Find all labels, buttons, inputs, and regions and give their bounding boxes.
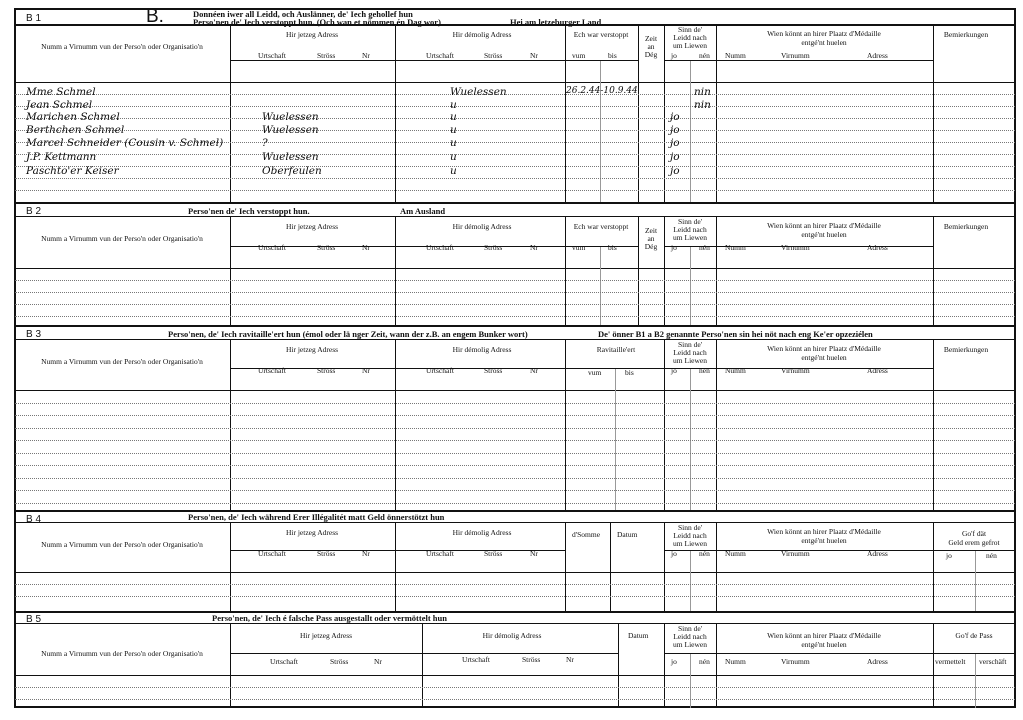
- b3-no-header: nén: [699, 366, 710, 375]
- dotted-line: [15, 415, 1015, 416]
- b2-medal-line1: Wien könnt an hirer Plaatz d'Médaille: [767, 221, 881, 230]
- row-old-addr: u: [450, 111, 457, 123]
- column-divider: [690, 60, 691, 202]
- b1-alive-line2: Leidd nach: [673, 33, 707, 42]
- b1-ortschaft-header: Urtschaft: [258, 51, 286, 60]
- row-current-addr: Wuelessen: [262, 111, 319, 123]
- b3-note: De' önner B1 a B2 genannte Perso'nen sin hei nöt nach eng Ke'er opzeziélen: [598, 329, 873, 339]
- b1-alive-line3: um Liewen: [673, 41, 707, 50]
- rule: [664, 246, 716, 247]
- b1-time-line3: Dég: [644, 50, 658, 59]
- column-divider: [716, 623, 717, 708]
- row-old-addr: u: [450, 151, 457, 163]
- rule: [230, 60, 395, 61]
- column-divider: [933, 216, 934, 325]
- rule: [933, 550, 1015, 551]
- rule: [395, 550, 565, 551]
- b3-title: Perso'nen, de' Iech ravitaille'ert hun (émol oder lä nger Zeit, wann der z.B. an engem Bunker wort): [168, 329, 528, 339]
- b5-nr-header: Nr: [374, 657, 382, 666]
- rule: [395, 246, 565, 247]
- column-divider: [975, 550, 976, 611]
- b5-no-header: nén: [699, 657, 710, 666]
- b4-top-rule: [15, 510, 1015, 512]
- row-alive-no: nin: [694, 86, 711, 98]
- dotted-line: [15, 503, 1015, 504]
- row-name: Mme Schmel: [26, 86, 96, 98]
- b5-medal-name: Numm: [725, 657, 746, 666]
- b5-medal-address: Adress: [867, 657, 888, 666]
- rule: [15, 339, 1015, 340]
- rule: [395, 368, 565, 369]
- row-name: Jean Schmel: [26, 99, 93, 111]
- b1-old-addr-header: Hir démolig Adress: [452, 30, 512, 39]
- column-divider: [615, 368, 616, 510]
- b3-remarks-header: Bemierkungen: [943, 345, 989, 354]
- rule: [15, 522, 1015, 523]
- b5-title: Perso'nen, de' Iech é falsche Pass ausgestallt oder vermöttelt hun: [212, 613, 447, 623]
- dotted-line: [15, 403, 1015, 404]
- b4-alive-line1: Sinn de': [677, 523, 703, 532]
- b1-label: B 1: [26, 13, 42, 24]
- dotted-line: [15, 453, 1015, 454]
- rule: [15, 82, 1015, 83]
- rule: [565, 368, 664, 369]
- b5-alive-line3: um Liewen: [673, 640, 707, 649]
- row-name: J.P. Kettmann: [26, 151, 97, 163]
- b4-old-ortschaft-header: Urtschaft: [426, 549, 454, 558]
- b5-current-addr-header: Hir jetzeg Adress: [299, 631, 353, 640]
- dotted-line: [15, 687, 1015, 688]
- column-divider: [600, 246, 601, 325]
- b2-medal-firstname: Virnumm: [781, 243, 810, 252]
- b4-medal-line1: Wien könnt an hirer Plaatz d'Médaille: [767, 527, 881, 536]
- b2-title: Perso'nen de' Iech verstoppt hun.: [188, 206, 310, 216]
- b5-top-rule: [15, 611, 1015, 613]
- row-old-addr: u: [450, 137, 457, 149]
- b4-gave-line1: Go'f dät: [961, 529, 987, 538]
- b5-ortschaft-header: Urtschaft: [270, 657, 298, 666]
- column-divider: [395, 216, 396, 325]
- b5-old-addr-header: Hir démolig Adress: [482, 631, 542, 640]
- dotted-line: [15, 280, 1015, 281]
- b4-yes-header: jo: [671, 549, 677, 558]
- rule: [422, 653, 618, 654]
- b1-no-header: nén: [699, 51, 710, 60]
- column-divider: [230, 623, 231, 708]
- rule: [15, 390, 1015, 391]
- dotted-line: [15, 166, 1015, 167]
- b3-old-street-header: Ströss: [484, 366, 503, 375]
- b3-top-rule: [15, 325, 1015, 327]
- b1-title-line2: Perso'nen de' Iech verstoppt hun. (Och wan et nömmen én Dag wor): [193, 17, 441, 27]
- row-current-addr: Wuelessen: [262, 124, 319, 136]
- b5-date-header: Datum: [628, 631, 649, 640]
- column-divider: [933, 623, 934, 708]
- b2-ortschaft-header: Urtschaft: [258, 243, 286, 252]
- b2-medal-address: Adress: [867, 243, 888, 252]
- column-divider: [565, 216, 566, 325]
- b4-medal-firstname: Virnumm: [781, 549, 810, 558]
- b3-medal-name: Numm: [725, 366, 746, 375]
- column-divider: [230, 522, 231, 611]
- row-alive-yes: jo: [670, 137, 680, 149]
- b4-gave-line2: Geld erem gefrot: [948, 538, 1000, 547]
- rule: [15, 623, 1015, 624]
- column-divider: [610, 522, 611, 611]
- b3-from-header: vum: [588, 368, 602, 377]
- b2-old-nr-header: Nr: [530, 243, 538, 252]
- rule: [230, 653, 422, 654]
- b3-alive-line2: Leidd nach: [673, 348, 707, 357]
- b1-medal-name: Numm: [725, 51, 746, 60]
- rule: [664, 60, 716, 61]
- b4-old-street-header: Ströss: [484, 549, 503, 558]
- b1-to-header: bis: [608, 51, 617, 60]
- rule: [15, 675, 1015, 676]
- rule: [565, 246, 638, 247]
- b3-to-header: bis: [625, 368, 634, 377]
- b4-medal-line2: entgé'nt huelen: [801, 536, 847, 545]
- b3-alive-line1: Sinn de': [677, 340, 703, 349]
- b2-title-suffix: Am Ausland: [400, 206, 446, 216]
- b2-name-col-header: Numm a Virnumm vun der Perso'n oder Organisatio'n: [41, 234, 203, 243]
- b3-label: B 3: [26, 329, 42, 340]
- b5-old-nr-header: Nr: [566, 655, 574, 664]
- b2-label: B 2: [26, 206, 42, 217]
- b1-letter: B.: [146, 6, 164, 27]
- dotted-line: [15, 130, 1015, 131]
- b2-medal-line2: entgé'nt huelen: [801, 230, 847, 239]
- b1-nr-header: Nr: [362, 51, 370, 60]
- row-old-addr: u: [450, 99, 457, 111]
- b3-old-nr-header: Nr: [530, 366, 538, 375]
- row-alive-yes: jo: [670, 151, 680, 163]
- column-divider: [690, 246, 691, 325]
- column-divider: [664, 339, 665, 510]
- b4-alive-line2: Leidd nach: [673, 531, 707, 540]
- b4-medal-name: Numm: [725, 549, 746, 558]
- b1-from-header: vum: [572, 51, 586, 60]
- b2-nr-header: Nr: [362, 243, 370, 252]
- row-old-addr: Wuelessen: [450, 86, 507, 98]
- b1-name-col-header: Numm a Virnumm vun der Perso'n oder Organisatio'n: [41, 42, 203, 51]
- column-divider: [618, 623, 619, 708]
- rule: [933, 653, 1015, 654]
- dotted-line: [15, 440, 1015, 441]
- b2-old-ortschaft-header: Urtschaft: [426, 243, 454, 252]
- row-alive-no: nin: [694, 99, 711, 111]
- b2-to-header: bis: [608, 243, 617, 252]
- column-divider: [230, 339, 231, 510]
- dotted-line: [15, 596, 1015, 597]
- b4-title: Perso'nen, de' Iech während Erer Illégalitét matt Geld önnerstötzt hun: [188, 512, 445, 522]
- column-divider: [395, 522, 396, 611]
- b1-hidden-header: Ech war verstoppt: [573, 30, 629, 39]
- dotted-line: [15, 94, 1015, 95]
- column-divider: [716, 522, 717, 611]
- b1-street-header: Ströss: [317, 51, 336, 60]
- b1-time-line2: an: [647, 42, 655, 51]
- dotted-line: [15, 292, 1015, 293]
- dotted-line: [15, 106, 1015, 107]
- b5-medal-line1: Wien könnt an hirer Plaatz d'Médaille: [767, 631, 881, 640]
- row-alive-yes: jo: [670, 111, 680, 123]
- b5-alive-line1: Sinn de': [677, 624, 703, 633]
- b2-medal-name: Numm: [725, 243, 746, 252]
- b5-medal-line2: entgé'nt huelen: [801, 640, 847, 649]
- b4-ortschaft-header: Urtschaft: [258, 549, 286, 558]
- rule: [230, 550, 395, 551]
- b3-yes-header: jo: [671, 366, 677, 375]
- column-divider: [690, 550, 691, 611]
- b5-label: B 5: [26, 614, 42, 625]
- b1-medal-firstname: Virnumm: [781, 51, 810, 60]
- row-old-addr: u: [450, 124, 457, 136]
- b4-alive-line3: um Liewen: [673, 539, 707, 548]
- column-divider: [933, 522, 934, 611]
- b1-medal-line1: Wien könnt an hirer Plaatz d'Médaille: [767, 29, 881, 38]
- dotted-line: [15, 478, 1015, 479]
- column-divider: [395, 24, 396, 202]
- b2-time-line2: an: [647, 234, 655, 243]
- b1-old-street-header: Ströss: [484, 51, 503, 60]
- column-divider: [565, 339, 566, 510]
- b3-old-addr-header: Hir démolig Adress: [452, 345, 512, 354]
- b1-medal-address: Adress: [867, 51, 888, 60]
- dotted-line: [15, 190, 1015, 191]
- b2-yes-header: jo: [671, 243, 677, 252]
- b2-top-rule: [15, 202, 1015, 204]
- b4-old-nr-header: Nr: [530, 549, 538, 558]
- b4-current-addr-header: Hir jetzeg Adress: [285, 528, 339, 537]
- b3-medal-line1: Wien könnt an hirer Plaatz d'Médaille: [767, 344, 881, 353]
- row-name: Marcel Schneider (Cousin v. Schmel): [26, 137, 224, 149]
- dotted-line: [15, 428, 1015, 429]
- b4-old-addr-header: Hir démolig Adress: [452, 528, 512, 537]
- rule: [395, 60, 565, 61]
- rule: [664, 653, 716, 654]
- column-divider: [664, 24, 665, 202]
- b2-from-header: vum: [572, 243, 586, 252]
- column-divider: [600, 60, 601, 202]
- b5-old-ortschaft-header: Urtschaft: [462, 655, 490, 664]
- dotted-line: [15, 316, 1015, 317]
- rule: [230, 246, 395, 247]
- column-divider: [933, 24, 934, 202]
- dotted-line: [15, 490, 1015, 491]
- rule: [664, 368, 716, 369]
- b5-issued-header: vermettelt: [935, 657, 966, 666]
- b4-name-col-header: Numm a Virnumm vun der Perso'n oder Organisatio'n: [41, 540, 203, 549]
- b5-yes-header: jo: [671, 657, 677, 666]
- column-divider: [664, 216, 665, 325]
- column-divider: [716, 24, 717, 202]
- b4-medal-address: Adress: [867, 549, 888, 558]
- b5-old-street-header: Ströss: [522, 655, 541, 664]
- b5-pass-header: Go'f de Pass: [955, 631, 993, 640]
- b2-time-line3: Dég: [644, 242, 658, 251]
- b1-yes-header: jo: [671, 51, 677, 60]
- b1-title-suffix: Hei am letzeburger Land: [510, 17, 602, 27]
- column-divider: [395, 339, 396, 510]
- rule: [716, 653, 933, 654]
- dotted-line: [15, 118, 1015, 119]
- b3-alive-line3: um Liewen: [673, 356, 707, 365]
- b4-no-header: nén: [699, 549, 710, 558]
- b2-time-line1: Zeit: [644, 226, 658, 235]
- b4-yes-header: jo: [946, 551, 952, 560]
- b1-medal-line2: entgé'nt huelen: [801, 38, 847, 47]
- b2-current-addr-header: Hir jetzeg Adress: [285, 222, 339, 231]
- b3-old-ortschaft-header: Urtschaft: [426, 366, 454, 375]
- b4-street-header: Ströss: [317, 549, 336, 558]
- row-current-addr: Wuelessen: [262, 151, 319, 163]
- b3-ortschaft-header: Urtschaft: [258, 366, 286, 375]
- column-divider: [638, 24, 639, 202]
- rule: [716, 246, 933, 247]
- b2-alive-line2: Leidd nach: [673, 225, 707, 234]
- b3-medal-address: Adress: [867, 366, 888, 375]
- b3-current-addr-header: Hir jetzeg Adress: [285, 345, 339, 354]
- row-current-addr: Oberfeulen: [262, 165, 322, 177]
- b1-time-line1: Zeit: [644, 34, 658, 43]
- b4-label: B 4: [26, 514, 42, 525]
- b2-street-header: Ströss: [317, 243, 336, 252]
- rule: [15, 572, 1015, 573]
- column-divider: [664, 522, 665, 611]
- b4-sum-header: d'Somme: [572, 530, 601, 539]
- b2-no-header: nén: [699, 243, 710, 252]
- dotted-line: [15, 178, 1015, 179]
- row-current-addr: ?: [262, 137, 268, 149]
- b2-remarks-header: Bemierkungen: [943, 222, 989, 231]
- b3-name-col-header: Numm a Virnumm vun der Perso'n oder Organisatio'n: [41, 357, 203, 366]
- rule: [716, 60, 933, 61]
- b5-made-header: verschäft: [979, 657, 1007, 666]
- row-name: Marichen Schmel: [26, 111, 120, 123]
- column-divider: [933, 339, 934, 510]
- b3-nr-header: Nr: [362, 366, 370, 375]
- b1-current-addr-header: Hir jetzeg Adress: [285, 30, 339, 39]
- b1-alive-line1: Sinn de': [677, 25, 703, 34]
- b2-old-addr-header: Hir démolig Adress: [452, 222, 512, 231]
- b5-alive-line2: Leidd nach: [673, 632, 707, 641]
- b4-nr-header: Nr: [362, 549, 370, 558]
- dotted-line: [15, 699, 1015, 700]
- rule: [664, 550, 716, 551]
- b1-old-nr-header: Nr: [530, 51, 538, 60]
- b2-old-street-header: Ströss: [484, 243, 503, 252]
- column-divider: [565, 522, 566, 611]
- dotted-line: [15, 584, 1015, 585]
- column-divider: [638, 216, 639, 325]
- b5-medal-firstname: Virnumm: [781, 657, 810, 666]
- b5-name-col-header: Numm a Virnumm vun der Perso'n oder Organisatio'n: [41, 649, 203, 658]
- column-divider: [690, 368, 691, 510]
- b1-old-ortschaft-header: Urtschaft: [426, 51, 454, 60]
- dotted-line: [15, 465, 1015, 466]
- b3-ravitaille-header: Ravitaille'ert: [596, 345, 636, 354]
- rule: [716, 550, 933, 551]
- b3-medal-line2: entgé'nt huelen: [801, 353, 847, 362]
- rule: [15, 268, 1015, 269]
- column-divider: [422, 623, 423, 708]
- row-old-addr: u: [450, 165, 457, 177]
- column-divider: [230, 216, 231, 325]
- column-divider: [716, 339, 717, 510]
- column-divider: [230, 24, 231, 202]
- dotted-line: [15, 304, 1015, 305]
- b2-alive-line1: Sinn de': [677, 217, 703, 226]
- b5-street-header: Ströss: [330, 657, 349, 666]
- row-alive-yes: jo: [670, 124, 680, 136]
- b4-no-header: nén: [986, 551, 997, 560]
- rule: [716, 368, 933, 369]
- rule: [565, 60, 638, 61]
- b2-alive-line3: um Liewen: [673, 233, 707, 242]
- rule: [15, 216, 1015, 217]
- row-alive-yes: jo: [670, 165, 680, 177]
- column-divider: [716, 216, 717, 325]
- b1-title-line1: Donnéen iwer all Leidd, och Auslänner, de' Iech gehollef hun: [193, 9, 413, 19]
- b2-hidden-header: Ech war verstoppt: [573, 222, 629, 231]
- row-hidden-dates: 26.2.44-10.9.44: [566, 86, 638, 96]
- rule: [230, 368, 395, 369]
- row-name: Paschto'er Keiser: [26, 165, 119, 177]
- b3-medal-firstname: Virnumm: [781, 366, 810, 375]
- column-divider: [664, 623, 665, 708]
- b4-date-header: Datum: [617, 530, 638, 539]
- row-name: Berthchen Schmel: [26, 124, 125, 136]
- b1-remarks-header: Bemierkungen: [943, 30, 989, 39]
- dotted-line: [15, 154, 1015, 155]
- b3-street-header: Ströss: [317, 366, 336, 375]
- column-divider: [565, 24, 566, 202]
